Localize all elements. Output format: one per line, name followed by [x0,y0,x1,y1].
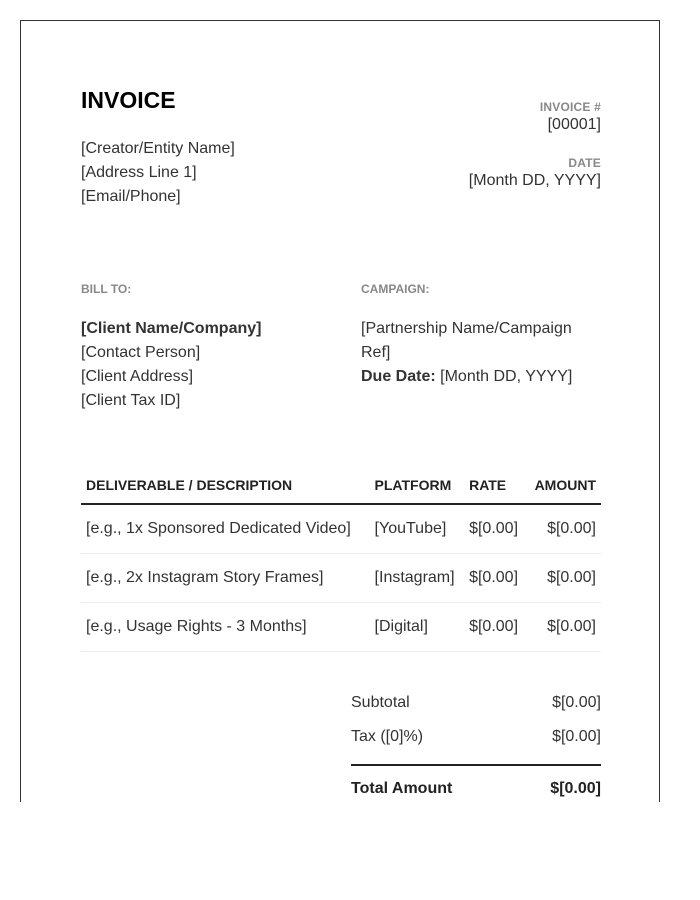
invoice-header [81,87,601,212]
parties-section [81,282,601,413]
col-platform-header: PLATFORM [370,477,465,504]
invoice-date: [Month DD, YYYY] [468,172,601,189]
subtotal-value: $[0.00] [552,694,601,711]
tax-value: $[0.00] [552,728,601,745]
row-amount: $[0.00] [526,603,601,652]
client-tax-id: [Client Tax ID] [81,392,181,409]
col-description-header: DELIVERABLE / DESCRIPTION [81,477,370,504]
row-rate: $[0.00] [464,554,526,603]
sender-name: [Creator/Entity Name] [81,140,235,157]
invoice-page [20,20,660,802]
subtotal-label: Subtotal [351,694,410,711]
table-row [81,603,601,652]
due-date-line [361,365,601,389]
invoice-date-label: DATE [568,156,601,170]
row-description: [e.g., Usage Rights - 3 Months] [81,603,370,652]
table-row [81,554,601,603]
invoice-meta [469,87,601,212]
sender-contact: [Email/Phone] [81,188,181,205]
bill-to-block [81,282,361,413]
sender-address: [Address Line 1] [81,164,197,181]
row-amount: $[0.00] [526,504,601,554]
total-label: Total Amount [351,780,453,797]
client-company: [Client Name/Company] [81,320,262,337]
row-platform: [Digital] [370,603,465,652]
totals-block [351,686,601,806]
client-contact: [Contact Person] [81,344,201,361]
invoice-number: [00001] [547,116,601,133]
bill-to-label: BILL TO: [81,282,132,296]
items-header-row [81,477,601,504]
campaign-block [361,282,601,413]
items-table [81,477,601,652]
row-description: [e.g., 2x Instagram Story Frames] [81,554,370,603]
campaign-name: [Partnership Name/Campaign Ref] [361,320,572,361]
campaign-label: CAMPAIGN: [361,282,430,296]
subtotal-row [351,686,601,720]
total-row [351,764,601,806]
row-platform: [Instagram] [370,554,465,603]
sender-block [81,87,235,212]
row-rate: $[0.00] [464,603,526,652]
invoice-number-label: INVOICE # [539,100,601,114]
row-amount: $[0.00] [526,554,601,603]
invoice-title: INVOICE [81,87,176,113]
table-row [81,504,601,554]
col-rate-header: RATE [464,477,526,504]
client-address: [Client Address] [81,368,194,385]
due-date-label: Due Date: [361,368,436,385]
due-date-value: [Month DD, YYYY] [440,368,573,385]
row-description: [e.g., 1x Sponsored Dedicated Video] [81,504,370,554]
invoice-content [81,87,601,806]
tax-label: Tax ([0]%) [351,728,424,745]
col-amount-header: AMOUNT [526,477,601,504]
row-rate: $[0.00] [464,504,526,554]
tax-row [351,720,601,754]
row-platform: [YouTube] [370,504,465,554]
total-value: $[0.00] [550,780,601,797]
